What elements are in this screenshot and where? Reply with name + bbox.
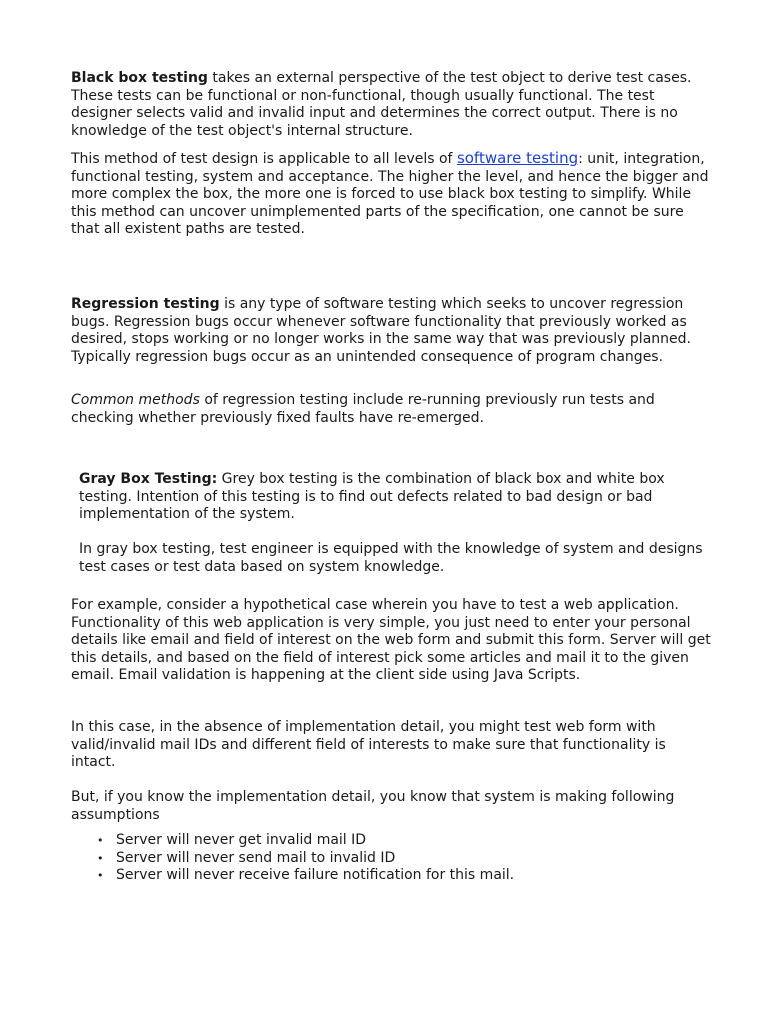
list-item-text: Server will never send mail to invalid ID	[116, 849, 396, 866]
paragraph-text: Grey box testing is the combination of black box and white box testing. Intention of this testing is to find out defects related to bad design or bad implementation of the system.	[79, 471, 665, 523]
list-item	[71, 850, 691, 868]
paragraph-test-design	[71, 150, 711, 239]
list-item	[71, 867, 691, 885]
term-black-box-testing: Black box testing	[71, 70, 208, 86]
assumptions-list	[71, 832, 691, 885]
paragraph-text: : unit, integration, functional testing, system and acceptance. The higher the level, and hence the bigger and more complex the box, the more one is forced to use black box testing to simplify. While this method can uncover unimplemented parts of the specification, one cannot be sure that all existent paths are tested.	[71, 151, 709, 238]
list-item-text: Server will never receive failure notification for this mail.	[116, 867, 515, 884]
paragraph-regression	[71, 296, 711, 366]
bullet-icon: •	[97, 834, 104, 847]
paragraph-example: For example, consider a hypothetical case wherein you have to test a web application. Functionality of this web application is very simple, you just need to enter your personal details like email and field of interest on the web form and submit this form. Server will get this details, and based on the field of interest pick some articles and mail it to the given email. Email validation is happening at the client side using Java Scripts.	[71, 597, 711, 684]
bullet-icon: •	[97, 869, 104, 883]
paragraph-text: is any type of software testing which seeks to uncover regression bugs. Regression bugs occur whenever software functionality that previously worked as desired, stops working or no longer works in the same way that was previously planned. Typically regression bugs occur as an unintended consequence of program changes.	[71, 296, 691, 365]
paragraph-text: takes an external perspective of the test object to derive test cases. These tests can be functional or non-functional, though usually functional. The test designer selects valid and invalid input and determines the correct output. There is no knowledge of the test object's internal structure.	[71, 70, 692, 139]
software-testing-link[interactable]: software testing	[456, 149, 579, 167]
paragraph-text: This method of test design is applicable to all levels of	[71, 151, 457, 167]
paragraph-gray-box-knowledge: In gray box testing, test engineer is equipped with the knowledge of system and designs test cases or test data based on system knowledge.	[79, 541, 703, 575]
paragraph-text: of regression testing include re-running previously run tests and checking whether previously fixed faults have re-emerged.	[71, 392, 655, 426]
term-regression-testing: Regression testing	[71, 296, 220, 312]
list-item	[71, 832, 691, 850]
paragraph-black-box	[71, 70, 711, 140]
term-gray-box-testing: Gray Box Testing:	[79, 471, 218, 487]
paragraph-assumptions: But, if you know the implementation detail, you know that system is making following assumptions	[71, 789, 675, 823]
paragraph-gray-box	[79, 471, 704, 524]
paragraph-absence-detail: In this case, in the absence of implementation detail, you might test web form with valid/invalid mail IDs and different field of interests to make sure that functionality is intact.	[71, 719, 666, 771]
paragraph-common-methods	[71, 392, 711, 427]
list-item-text: Server will never get invalid mail ID	[116, 832, 367, 848]
bullet-icon: •	[97, 851, 104, 865]
term-common-methods: Common methods	[71, 392, 200, 408]
